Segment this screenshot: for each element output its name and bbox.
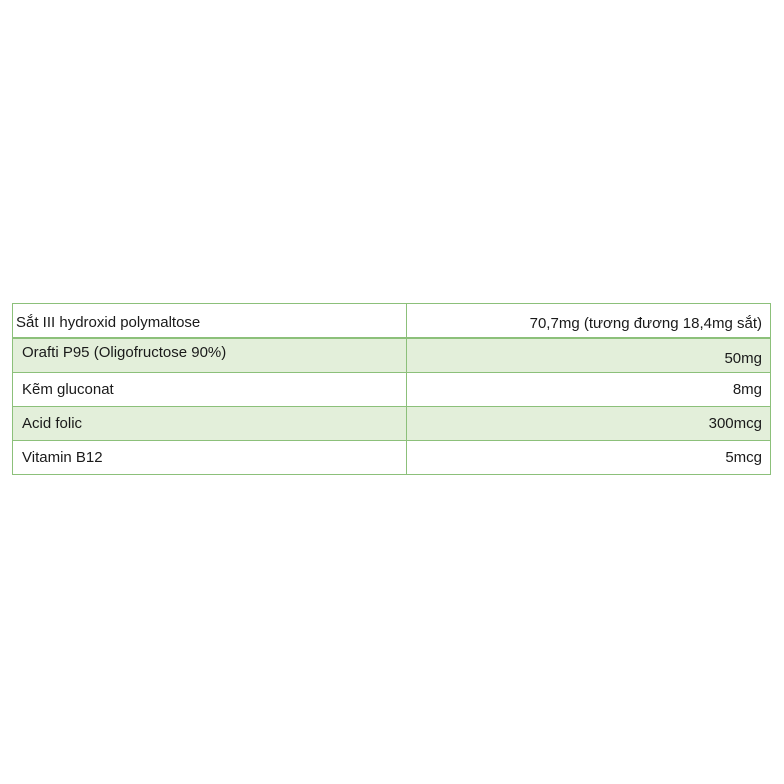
ingredient-amount: 8mg bbox=[407, 373, 771, 407]
table-row bbox=[13, 407, 771, 441]
ingredient-amount: 300mcg bbox=[407, 407, 771, 441]
ingredient-name: Sắt III hydroxid polymaltose bbox=[13, 304, 407, 339]
ingredient-amount: 70,7mg (tương đương 18,4mg sắt) bbox=[407, 304, 771, 339]
table-row bbox=[13, 373, 771, 407]
table-row bbox=[13, 441, 771, 475]
ingredients-table bbox=[12, 303, 771, 475]
ingredient-amount: 5mcg bbox=[407, 441, 771, 475]
ingredient-name: Acid folic bbox=[13, 407, 407, 441]
ingredient-name: Kẽm gluconat bbox=[13, 373, 407, 407]
ingredient-name: Vitamin B12 bbox=[13, 441, 407, 475]
table-row bbox=[13, 304, 771, 339]
table-row bbox=[13, 338, 771, 373]
ingredient-name: Orafti P95 (Oligofructose 90%) bbox=[13, 338, 407, 373]
ingredient-amount: 50mg bbox=[407, 338, 771, 373]
